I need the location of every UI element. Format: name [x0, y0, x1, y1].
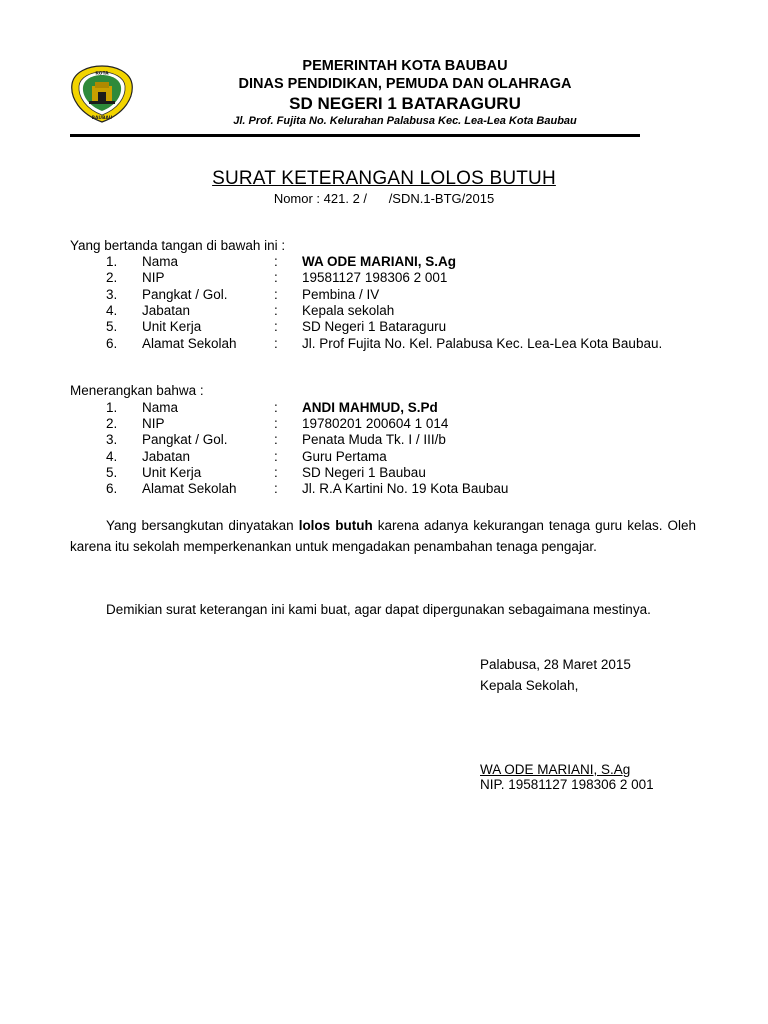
- field-label: Unit Kerja: [142, 465, 202, 480]
- document-number: Nomor : 421. 2 / /SDN.1-BTG/2015: [273, 191, 495, 206]
- signer-address-value: Jl. Prof Fujita No. Kel. Palabusa Kec. Lea-Lea Kota Baubau.: [302, 336, 663, 351]
- subject-rank-value: Penata Muda Tk. I / III/b: [302, 432, 446, 447]
- subject-name-value: ANDI MAHMUD, S.Pd: [302, 400, 438, 415]
- subject-position-value: Guru Pertama: [302, 449, 387, 464]
- row-number: 1.: [106, 254, 118, 269]
- letterhead-school-name: SD NEGERI 1 BATARAGURU: [289, 94, 521, 113]
- field-colon: :: [274, 449, 278, 464]
- field-colon: :: [274, 400, 278, 415]
- letterhead-government: PEMERINTAH KOTA BAUBAU: [302, 58, 508, 74]
- subject-address-value: Jl. R.A Kartini No. 19 Kota Baubau: [302, 481, 509, 496]
- logo-top-text: KOTA: [95, 71, 109, 77]
- field-colon: :: [274, 254, 278, 269]
- field-label: Alamat Sekolah: [142, 481, 237, 496]
- field-label: Nama: [142, 400, 179, 415]
- field-label: NIP: [142, 270, 165, 285]
- signer-nip: NIP. 19581127 198306 2 001: [480, 777, 654, 792]
- signer-unit-value: SD Negeri 1 Bataraguru: [302, 319, 447, 334]
- subject-intro: Menerangkan bahwa :: [70, 383, 204, 398]
- signer-position: Kepala Sekolah,: [480, 678, 579, 693]
- row-number: 3.: [106, 287, 118, 302]
- field-colon: :: [274, 432, 278, 447]
- signer-nip-value: 19581127 198306 2 001: [302, 270, 448, 285]
- row-number: 4.: [106, 303, 118, 318]
- logo-bottom-text: BAUBAU: [91, 116, 113, 121]
- city-emblem-logo: [68, 64, 136, 124]
- place-date: Palabusa, 28 Maret 2015: [480, 657, 631, 672]
- statement-emphasis: lolos butuh: [298, 518, 373, 533]
- field-colon: :: [274, 303, 278, 318]
- field-colon: :: [274, 270, 278, 285]
- field-colon: :: [274, 319, 278, 334]
- field-colon: :: [274, 287, 278, 302]
- closing-paragraph: Demikian surat keterangan ini kami buat, agar dapat dipergunakan sebagaimana mestinya.: [106, 602, 651, 617]
- field-label: Jabatan: [142, 449, 191, 464]
- letterhead-address: Jl. Prof. Fujita No. Kelurahan Palabusa Kec. Lea-Lea Kota Baubau: [233, 115, 577, 127]
- signer-name: WA ODE MARIANI, S.Ag: [480, 762, 631, 777]
- row-number: 3.: [106, 432, 118, 447]
- field-label: Nama: [142, 254, 179, 269]
- field-colon: :: [274, 465, 278, 480]
- field-label: Unit Kerja: [142, 319, 202, 334]
- signer-intro: Yang bertanda tangan di bawah ini :: [70, 238, 286, 253]
- statement-text-after: karena adanya kekurangan tenaga guru kelas. Oleh karena itu sekolah memperkenankan untuk mengadakan penambahan tenaga pengajar.: [70, 518, 697, 554]
- row-number: 1.: [106, 400, 118, 415]
- row-number: 5.: [106, 465, 118, 480]
- field-label: Jabatan: [142, 303, 191, 318]
- field-label: Pangkat / Gol.: [142, 287, 228, 302]
- row-number: 6.: [106, 336, 118, 351]
- letterhead-divider: [70, 134, 640, 137]
- document-title: SURAT KETERANGAN LOLOS BUTUH: [212, 168, 556, 189]
- row-number: 5.: [106, 319, 118, 334]
- subject-nip-value: 19780201 200604 1 014: [302, 416, 449, 431]
- signer-name-value: WA ODE MARIANI, S.Ag: [302, 254, 456, 269]
- signer-rank-value: Pembina / IV: [302, 287, 380, 302]
- signer-position-value: Kepala sekolah: [302, 303, 395, 318]
- row-number: 6.: [106, 481, 118, 496]
- row-number: 2.: [106, 416, 118, 431]
- field-colon: :: [274, 336, 278, 351]
- statement-paragraph: [70, 515, 696, 557]
- field-label: Pangkat / Gol.: [142, 432, 228, 447]
- field-label: Alamat Sekolah: [142, 336, 237, 351]
- row-number: 2.: [106, 270, 118, 285]
- field-colon: :: [274, 416, 278, 431]
- statement-text-before: Yang bersangkutan dinyatakan: [106, 518, 299, 533]
- field-label: NIP: [142, 416, 165, 431]
- subject-unit-value: SD Negeri 1 Baubau: [302, 465, 426, 480]
- field-colon: :: [274, 481, 278, 496]
- row-number: 4.: [106, 449, 118, 464]
- letterhead-department: DINAS PENDIDIKAN, PEMUDA DAN OLAHRAGA: [238, 76, 572, 92]
